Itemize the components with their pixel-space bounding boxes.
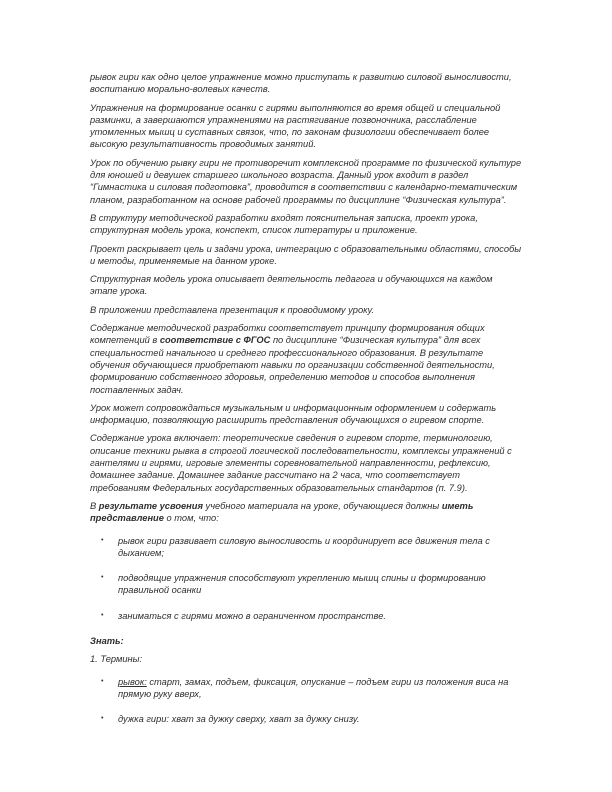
list-item-text: заниматься с гирями можно в ограниченном пространстве.: [118, 610, 386, 621]
list-item-text: дужка гири: хват за дужку сверху, хват за дужку снизу.: [118, 714, 360, 725]
result-text-1: В: [90, 500, 99, 511]
fgos-bold-text: соответствие с ФГОС: [159, 335, 271, 346]
fgos-text-part1: Содержание методической разработки соответствует принципу формирования общих компетенций в: [90, 323, 485, 346]
paragraph: Урок по обучению рывку гири не противоречит комплексной программе по физической культуре для юношей и девушек старшего школьного возраста. Данный урок входит в раздел “Гимнастика и силовая подготовка”, проводится в соответствии с календарно-тематическим планом, разработанном на основе рабочей программы по дисциплине “Физическая культура”.: [90, 157, 522, 205]
bullet-list-outcomes: [90, 535, 522, 622]
paragraph: В структуру методической разработки входят пояснительная записка, проект урока, структурная модель урока, конспект, список литературы и приложение.: [90, 212, 478, 236]
fgos-text-part2: по дисциплине “Физическая культура” для всех специальностей начального и среднего профессионального образования. В результате обучения обучающиеся приобретают навыки по организации собственной деятельности, формированию собственного здоровья, определению методов и способов выполнения поставленных задач.: [90, 335, 495, 395]
result-text-3: о том, что:: [163, 513, 219, 524]
bullet-icon: •: [101, 715, 104, 723]
list-item-text: рывок гири развивает силовую выносливость и координирует все движения тела с дыханием;: [118, 535, 490, 558]
list-item-text: подводящие упражнения способствуют укреплению мышц спины и формированию правильной осанки: [118, 573, 486, 596]
paragraph: Структурная модель урока описывает деятельность педагога и обучающихся на каждом этапе урока.: [90, 274, 493, 297]
bullet-list-terms: [90, 676, 522, 726]
term-label: рывок:: [118, 676, 147, 687]
bullet-icon: •: [101, 574, 104, 582]
term-definition: старт, замах, подъем, фиксация, опускание – подъем гири из положения виса на прямую руку вверх,: [118, 676, 509, 699]
know-heading: Знать:: [90, 635, 124, 646]
list-item: [90, 572, 522, 597]
bullet-icon: •: [101, 677, 104, 685]
bullet-icon: •: [101, 611, 104, 619]
list-item: [90, 610, 522, 622]
result-bold-2: иметь представление: [90, 500, 474, 524]
list-item: [90, 535, 522, 560]
list-item: [90, 713, 522, 725]
result-bold-1: результате усвоения: [98, 500, 203, 511]
bullet-icon: •: [101, 536, 104, 544]
paragraph: В приложении представлена презентация к проводимому уроку.: [90, 304, 375, 315]
paragraph: Содержание урока включает: теоретические сведения о гиревом спорте, терминологию, описание техники рывка в строгой логической последовательности, комплексы упражнений с гантелями и гирями, игровые элементы соревновательной направленности, рефлексию, домашнее задание. Домашнее задание рассчитано на 2 часа, что соответствует требованиям Федеральных государственных образовательных стандартов (п. 7.9).: [90, 433, 512, 493]
paragraph: Урок может сопровождаться музыкальным и информационным оформлением и содержать информацию, позволяющую расширить представления обучающихся о гиревом спорте.: [90, 402, 497, 426]
paragraph: рывок гири как одно целое упражнение можно приступать к развитию силовой выносливости, воспитанию морально-волевых качеств.: [90, 72, 512, 95]
terms-heading: 1. Термины:: [90, 654, 143, 665]
paragraph: Упражнения на формирование осанки с гирями выполняются во время общей и специальной разминки, а завершаются упражнениями на растягивание позвоночника, расслабление утомленных мышц и суставных связок, что, по законам физиологии обеспечивает более высокую результативность проводимых занятий.: [90, 102, 501, 150]
result-text-2: учебного материала на уроке, обучающиеся должны: [202, 500, 442, 511]
fgos-paragraph: [90, 322, 522, 396]
list-item: [90, 676, 522, 701]
document-body: [90, 71, 522, 738]
paragraph: Проект раскрывает цель и задачи урока, интеграцию с образовательными областями, способы и методы, применяемые на данном уроке.: [90, 243, 522, 266]
result-paragraph: [90, 500, 522, 525]
